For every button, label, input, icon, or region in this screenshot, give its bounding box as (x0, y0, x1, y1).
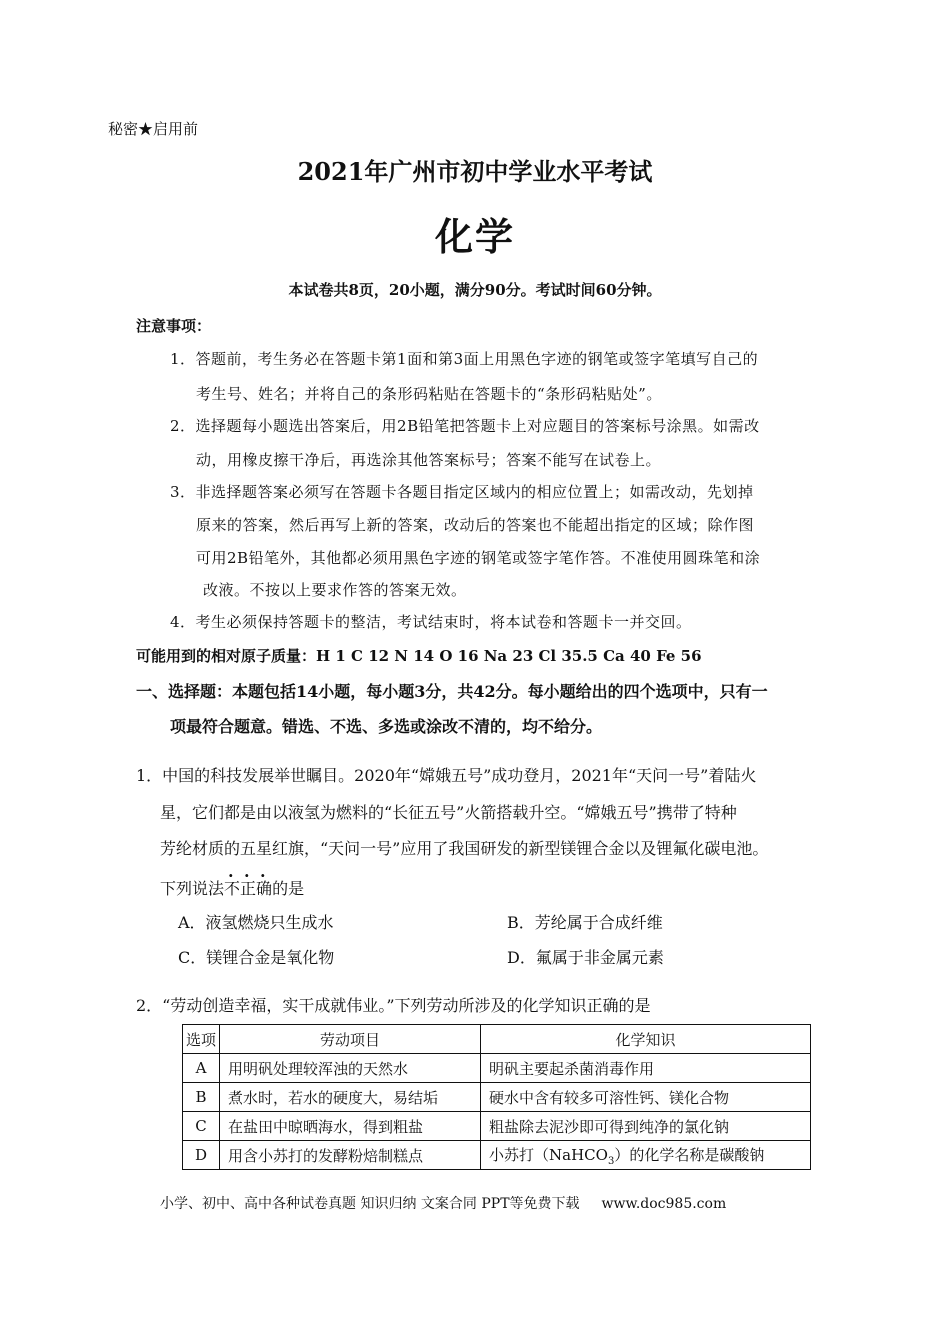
emphasis-char: 确 (256, 879, 273, 898)
knowledge-cell: 粗盐除去泥沙即可得到纯净的氯化钠 (481, 1112, 811, 1141)
exam-title: 2021年广州市初中学业水平考试 (297, 157, 653, 186)
notice-line: 3．非选择题答案必须写在答题卡各题目指定区域内的相应位置上；如需改动，先划掉 (170, 483, 754, 501)
emphasis-char: 正 (240, 879, 257, 898)
notice-line: 动，用橡皮擦干净后，再选涂其他答案标号；答案不能写在试卷上。 (196, 451, 662, 469)
question-1-stem (160, 876, 304, 899)
labor-cell: 用含小苏打的发酵粉焙制糕点 (220, 1141, 481, 1170)
option-c: C．镁锂合金是氧化物 (178, 948, 335, 967)
knowledge-cell: 硬水中含有较多可溶性钙、镁化合物 (481, 1083, 811, 1112)
notice-line: 考生号、姓名；并将自己的条形码粘贴在答题卡的“条形码粘贴处”。 (196, 385, 662, 403)
option-cell: A (183, 1054, 220, 1083)
labor-cell: 煮水时，若水的硬度大，易结垢 (220, 1083, 481, 1112)
question-2-table (182, 1024, 811, 1170)
question-2-stem: 2．“劳动创造幸福，实干成就伟业。”下列劳动所涉及的化学知识正确的是 (136, 996, 651, 1015)
emphasis-char: 不 (224, 879, 241, 898)
section-heading-cont: 项最符合题意。错选、不选、多选或涂改不清的，均不给分。 (170, 717, 603, 736)
knowledge-cell (481, 1141, 811, 1170)
table-header-row (183, 1025, 811, 1054)
labor-cell: 用明矾处理较浑浊的天然水 (220, 1054, 481, 1083)
knowledge-text: ）的化学名称是碳酸钠 (614, 1145, 765, 1164)
option-b: B．芳纶属于合成纤维 (507, 913, 663, 932)
notice-line: 改液。不按以上要求作答的答案无效。 (203, 581, 467, 599)
notice-heading: 注意事项： (136, 317, 212, 335)
table-row (183, 1083, 811, 1112)
option-cell: D (183, 1141, 220, 1170)
subject-title: 化学 (434, 214, 515, 259)
notice-line: 4．考生必须保持答题卡的整洁，考试结束时，将本试卷和答题卡一并交回。 (170, 613, 692, 631)
notice-line: 2．选择题每小题选出答案后，用2B铅笔把答题卡上对应题目的答案标号涂黑。如需改 (170, 417, 760, 435)
footer-url: www.doc985.com (601, 1196, 727, 1212)
table-row (183, 1112, 811, 1141)
exam-summary: 本试卷共8页，20小题，满分90分。考试时间60分钟。 (288, 281, 662, 299)
knowledge-cell: 明矾主要起杀菌消毒作用 (481, 1054, 811, 1083)
atomic-mass-line: 可能用到的相对原子质量：H 1 C 12 N 14 O 16 Na 23 Cl 35.5 Ca 40 Fe 56 (136, 647, 702, 665)
notice-line: 1．答题前，考生务必在答题卡第1面和第3面上用黑色字迹的钢笔或签字笔填写自己的 (170, 350, 759, 368)
option-d: D．氟属于非金属元素 (507, 948, 664, 967)
option-cell: C (183, 1112, 220, 1141)
question-1-line: 星，它们都是由以液氢为燃料的“长征五号”火箭搭载升空。“嫦娥五号”携带了特种 (160, 803, 737, 822)
knowledge-text: 小苏打（NaHCO (489, 1145, 608, 1164)
header-cell: 化学知识 (481, 1025, 811, 1054)
footer (160, 1193, 726, 1213)
option-cell: B (183, 1083, 220, 1112)
notice-line: 原来的答案，然后再写上新的答案，改动后的答案也不能超出指定的区域；除作图 (196, 516, 755, 534)
stem-text: 的是 (272, 879, 305, 898)
stem-text: 下列说法 (160, 879, 225, 898)
option-a: A．液氢燃烧只生成水 (178, 913, 334, 932)
header-cell: 选项 (183, 1025, 220, 1054)
question-1-line: 1．中国的科技发展举世瞩目。2020年“嫦娥五号”成功登月，2021年“天问一号”着陆火 (136, 766, 757, 785)
table-row (183, 1141, 811, 1170)
header-cell: 劳动项目 (220, 1025, 481, 1054)
labor-cell: 在盐田中晾晒海水，得到粗盐 (220, 1112, 481, 1141)
subscript: 3 (607, 1155, 615, 1167)
question-1-line: 芳纶材质的五星红旗，“天问一号”应用了我国研发的新型镁锂合金以及锂氟化碳电池。 (160, 839, 769, 858)
section-heading: 一、选择题：本题包括14小题，每小题3分，共42分。每小题给出的四个选项中，只有一 (136, 682, 768, 701)
secret-label: 秘密★启用前 (108, 120, 199, 138)
table-row (183, 1054, 811, 1083)
notice-line: 可用2B铅笔外，其他都必须用黑色字迹的钢笔或签字笔作答。不准使用圆珠笔和涂 (196, 549, 761, 567)
footer-text: 小学、初中、高中各种试卷真题 知识归纳 文案合同 PPT等免费下载 (160, 1196, 580, 1212)
